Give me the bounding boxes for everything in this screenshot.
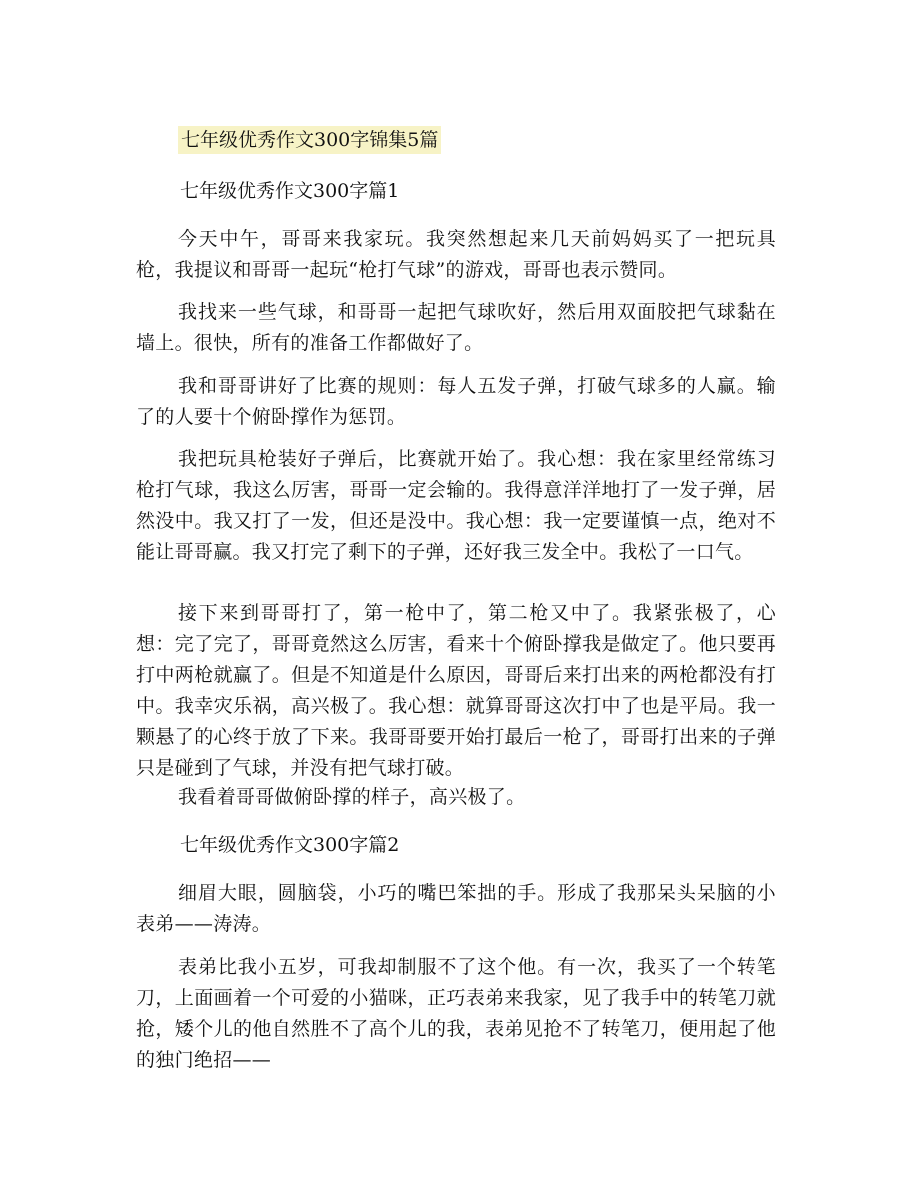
paragraph-2-2: 表弟比我小五岁，可我却制服不了这个他。有一次，我买了一个转笔刀，上面画着一个可爱的小猫咪，正巧表弟来我家，见了我手中的转笔刀就抢，矮个儿的他自然胜不了高个儿的我，表弟见抢不了转笔刀，便用起了他的独门绝招——: [136, 956, 776, 1071]
paragraph-1-6: 我看着哥哥做俯卧撑的样子，高兴极了。: [178, 786, 526, 808]
section-heading-1: 七年级优秀作文300字篇1: [180, 180, 400, 202]
paragraph-1-2: 我找来一些气球，和哥哥一起把气球吹好，然后用双面胶把气球黏在墙上。很快，所有的准备工作都做好了。: [136, 301, 776, 354]
document-title: 七年级优秀作文300字锦集5篇: [178, 126, 441, 154]
paragraph-1-3: 我和哥哥讲好了比赛的规则：每人五发子弹，打破气球多的人赢。输了的人要十个俯卧撑作为惩罚。: [136, 375, 776, 428]
paragraph-1-4: 我把玩具枪装好子弹后，比赛就开始了。我心想：我在家里经常练习枪打气球，我这么厉害，哥哥一定会输的。我得意洋洋地打了一发子弹，居然没中。我又打了一发，但还是没中。我心想：我一定要谨慎一点，绝对不能让哥哥赢。我又打完了剩下的子弹，还好我三发全中。我松了一口气。: [136, 448, 776, 563]
section-heading-2: 七年级优秀作文300字篇2: [180, 834, 400, 856]
paragraph-1-5: 接下来到哥哥打了，第一枪中了，第二枪又中了。我紧张极了，心想：完了完了，哥哥竟然这么厉害，看来十个俯卧撑我是做定了。他只要再打中两枪就赢了。但是不知道是什么原因，哥哥后来打出来的两枪都没有打中。我幸灾乐祸，高兴极了。我心想：就算哥哥这次打中了也是平局。我一颗悬了的心终于放了下来。我哥哥要开始打最后一枪了，哥哥打出来的子弹只是碰到了气球，并没有把气球打破。: [136, 602, 776, 779]
paragraph-1-1: 今天中午，哥哥来我家玩。我突然想起来几天前妈妈买了一把玩具枪，我提议和哥哥一起玩“枪打气球”的游戏，哥哥也表示赞同。: [136, 228, 776, 281]
paragraph-2-1: 细眉大眼，圆脑袋，小巧的嘴巴笨拙的手。形成了我那呆头呆脑的小表弟——涛涛。: [136, 882, 776, 935]
